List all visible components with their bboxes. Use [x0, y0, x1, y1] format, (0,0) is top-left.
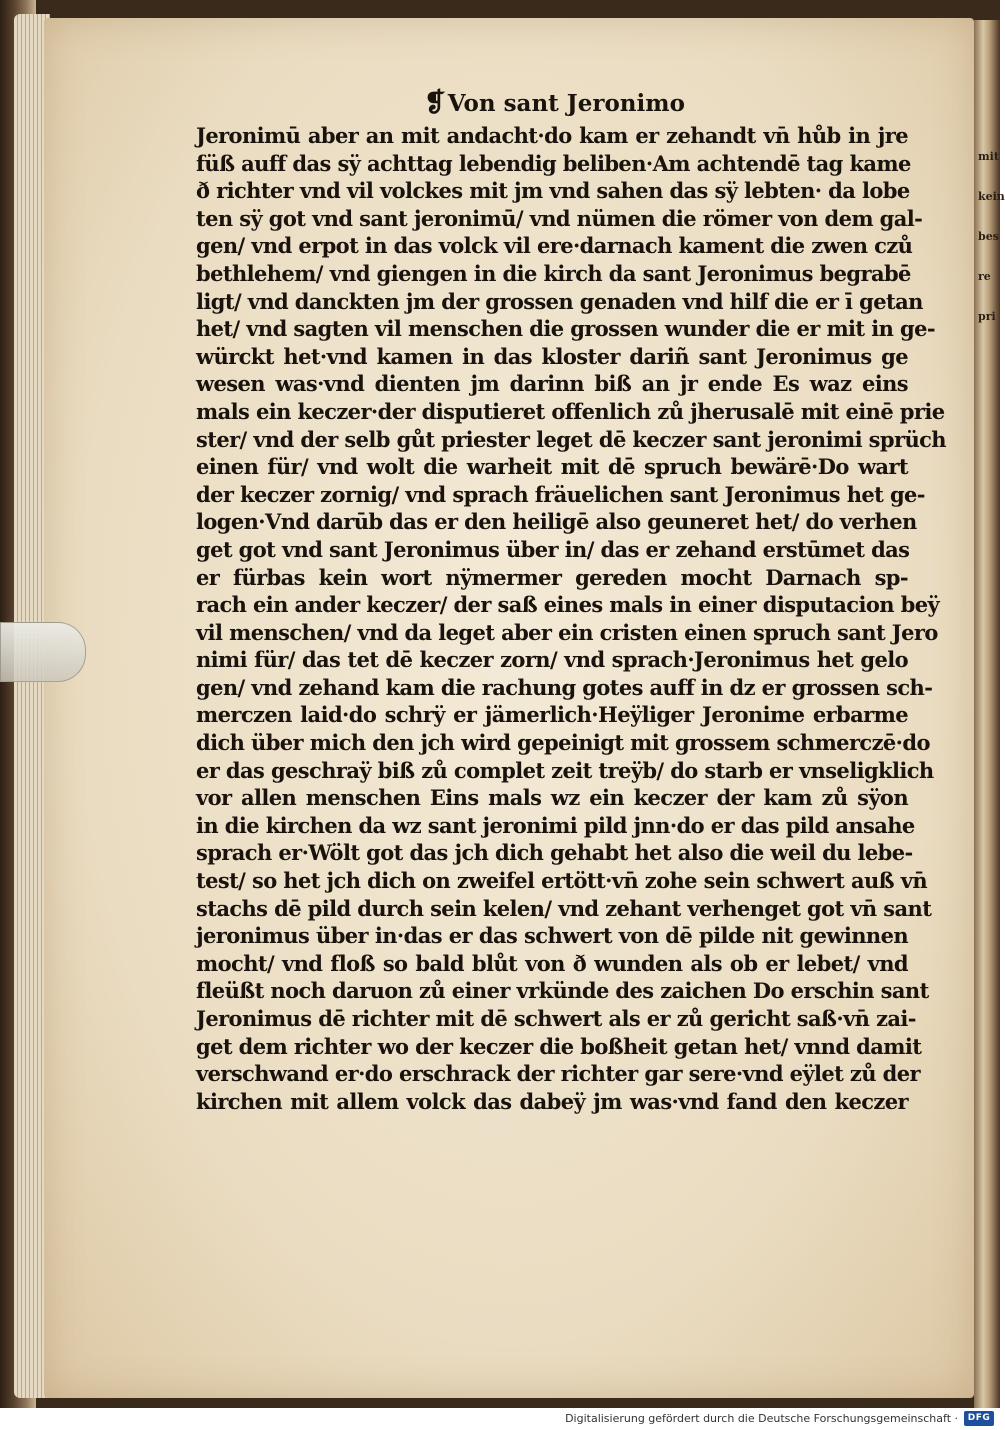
text-line: fleüßt noch daruon zů einer vrkünde des zaichen Do erschin sant [196, 978, 929, 1004]
body-text [196, 122, 946, 1202]
text-line: er fürbas kein wort nÿmermer gereden mocht Darnach sp- [196, 564, 908, 590]
text-line: Jeronimū aber an mit andacht·do kam er zehandt vn̄ hůb in jre [196, 123, 908, 148]
footer-bar [0, 1408, 1000, 1430]
text-line: Jeronimus dē richter mit dē schwert als er zů gericht saß·vn̄ zai- [196, 1006, 916, 1031]
text-line: nimi für/ das tet dē keczer zorn/ vnd sprach·Jeronimus het gelo [196, 647, 908, 673]
text-line: rach ein ander keczer/ der saß eines mals in einer disputacion beÿ [196, 592, 940, 618]
funding-credit: Digitalisierung gefördert durch die Deutsche Forschungsgemeinschaft · [565, 1412, 958, 1425]
text-line: ð richter vnd vil volckes mit jm vnd sahen das sÿ lebten· da lobe [196, 178, 910, 204]
text-line: bethlehem/ vnd giengen in die kirch da sant Jeronimus begrabē [196, 260, 911, 286]
plastic-clip [0, 622, 86, 682]
text-line: mals ein keczer·der disputieret offenlich zů jherusalē mit einē prie [196, 398, 945, 424]
margin-fragment: re [978, 270, 991, 283]
text-line: füß auff das sÿ achttag lebendig beliben·Am achtendē tag kame [196, 150, 911, 176]
text-line: dich über mich den jch wird gepeinigt mit grossem schmerczē·do [196, 730, 930, 756]
text-line: der keczer zornig/ vnd sprach fräuelichen sant Jeronimus het ge- [196, 481, 925, 507]
text-line: kirchen mit allem volck das dabeÿ jm was·vnd fand den keczer [196, 1088, 908, 1114]
text-line: get got vnd sant Jeronimus über in/ das er zehand erstūmet das [196, 536, 910, 562]
text-line: ligt/ vnd danckten jm der grossen genaden vnd hilf die er ī getan [196, 288, 923, 314]
margin-fragment: kein [978, 190, 1005, 203]
margin-fragment: bes [978, 230, 999, 243]
text-line: merczen laid·do schrÿ er jämerlich·Heÿliger Jeronime erbarme [196, 702, 908, 728]
text-line: het/ vnd sagten vil menschen die grossen wunder die er mit in ge- [196, 316, 935, 342]
text-line: vor allen menschen Eins mals wz ein keczer der kam zů sÿon [196, 785, 908, 811]
text-line: wesen was·vnd dienten jm darinn biß an jr ende Es waz eins [196, 371, 908, 397]
text-line: sprach er·Wölt got das jch dich gehabt het also die weil du lebe- [196, 840, 913, 866]
margin-fragment: mit [978, 150, 999, 163]
text-line: stachs dē pild durch sein kelen/ vnd zehant verhenget got vn̄ sant [196, 895, 932, 921]
text-line: einen für/ vnd wolt die warheit mit dē spruch bewärē·Do wart [196, 454, 908, 480]
text-line: verschwand er·do erschrack der richter gar sere·vnd eÿlet zů der [196, 1061, 920, 1087]
facing-page-fragments [978, 150, 1005, 370]
text-line: ster/ vnd der selb gůt priester leget dē keczer sant jeronimi sprüch [196, 426, 946, 452]
text-line: er das geschraÿ biß zů complet zeit treÿb/ do starb er vnseligklich [196, 757, 934, 783]
text-line: jeronimus über in·das er das schwert von dē pilde nit gewinnen [196, 923, 908, 949]
text-line: vil menschen/ vnd da leget aber ein cristen einen spruch sant Jero [196, 619, 938, 645]
text-line: würckt het·vnd kamen in das kloster dariñ sant Jeronimus ge [196, 343, 908, 369]
margin-fragment: pri [978, 310, 996, 323]
text-line: test/ so het jch dich on zweifel ertött·vn̄ zohe sein schwert auß vn̄ [196, 868, 927, 894]
text-line: logen·Vnd darūb das er den heiligē also geuneret het/ do verhen [196, 509, 917, 535]
running-head [424, 88, 724, 122]
text-line: mocht/ vnd floß so bald blůt von ð wunden als ob er lebet/ vnd [196, 950, 908, 976]
text-line: gen/ vnd erpot in das volck vil ere·darnach kament die zwen czů [196, 233, 913, 259]
text-line: ten sÿ got vnd sant jeronimū/ vnd nümen die römer von dem gal- [196, 205, 923, 231]
text-line: in die kirchen da wz sant jeronimi pild jnn·do er das pild ansahe [196, 812, 915, 838]
text-line: gen/ vnd zehand kam die rachung gotes auff in dz er grossen sch- [196, 674, 933, 700]
dfg-logo: DFG [964, 1411, 994, 1426]
text-line: get dem richter wo der keczer die boßheit getan het/ vnnd damit [196, 1033, 922, 1059]
pilcrow-icon: ❡ [424, 88, 446, 118]
running-head-text: Von sant Jeronimo [447, 90, 685, 117]
